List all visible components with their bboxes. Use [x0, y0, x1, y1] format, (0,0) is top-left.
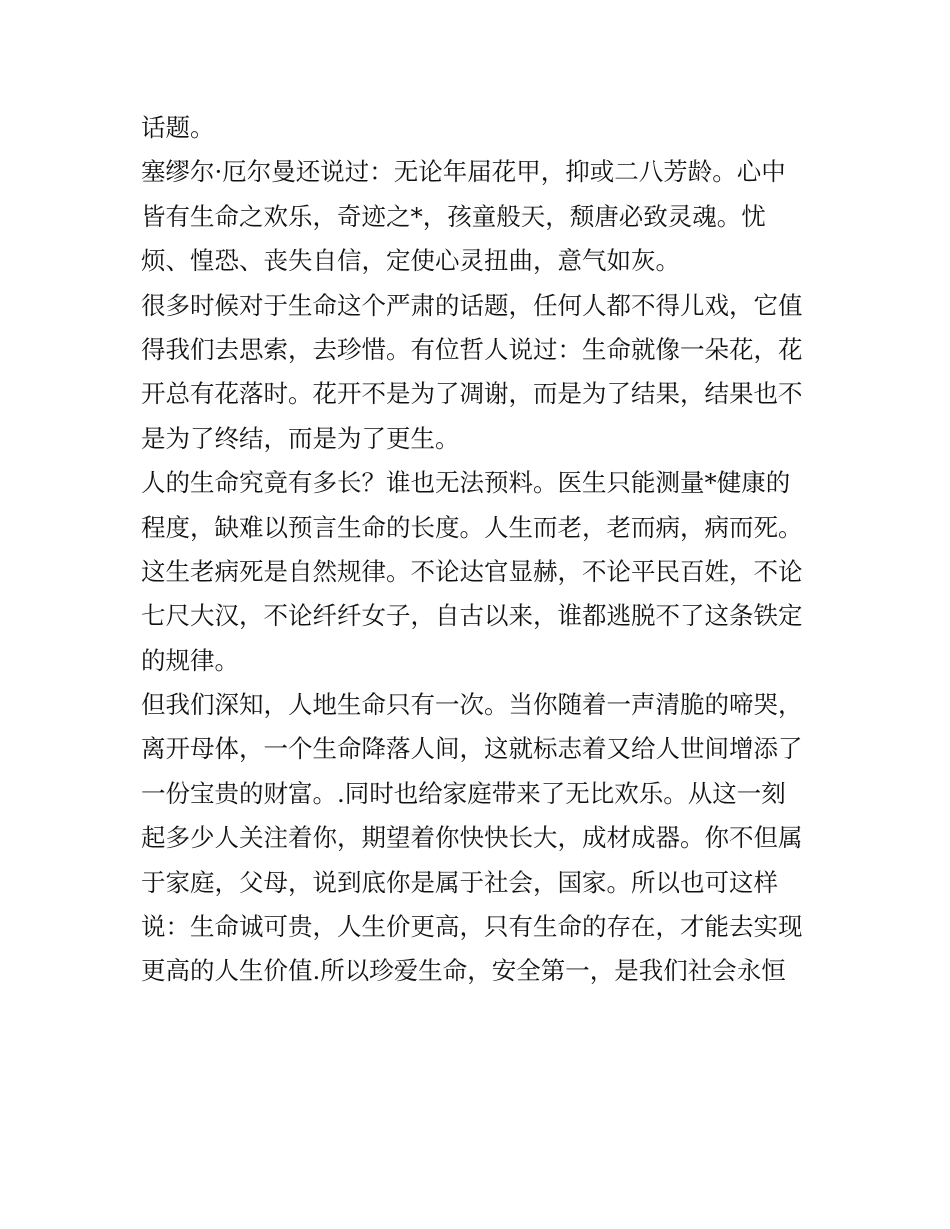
text-line: 话题。	[141, 113, 215, 142]
text-line: 烦、惶恐、丧失自信，定使心灵扭曲，意气如灰。	[141, 246, 680, 276]
text-line: 更高的人生价值.所以珍爱生命，安全第一，是我们社会永恒	[141, 956, 786, 986]
text-line: 离开母体，一个生命降落人间，这就标志着又给人世间增添了	[141, 734, 803, 764]
text-line: 皆有生命之欢乐，奇迹之*，孩童般天，颓唐必致灵魂。忧	[141, 201, 766, 231]
text-line: 一份宝贵的财富。.同时也给家庭带来了无比欢乐。从这一刻	[141, 778, 786, 808]
text-line: 的规律。	[141, 645, 239, 675]
text-line: 开总有花落时。花开不是为了凋谢，而是为了结果，结果也不	[141, 379, 803, 409]
text-line: 于家庭，父母，说到底你是属于社会，国家。所以也可这样	[141, 867, 778, 897]
text-line: 很多时候对于生命这个严肃的话题，任何人都不得儿戏，它值	[141, 290, 803, 320]
text-line: 但我们深知，人地生命只有一次。当你随着一声清脆的啼哭，	[141, 690, 803, 720]
text-line: 人的生命究竟有多长？谁也无法预料。医生只能测量*健康的	[141, 468, 791, 498]
text-line: 这生老病死是自然规律。不论达官显赫，不论平民百姓，不论	[141, 556, 803, 586]
text-line: 是为了终结，而是为了更生。	[141, 423, 460, 453]
text-line: 程度，缺难以预言生命的长度。人生而老，老而病，病而死。	[141, 512, 803, 542]
text-line: 塞缪尔·厄尔曼还说过：无论年届花甲，抑或二八芳龄。心中	[141, 157, 786, 187]
text-line: 起多少人关注着你，期望着你快快长大，成材成器。你不但属	[141, 823, 803, 853]
text-line: 说：生命诚可贵，人生价更高，只有生命的存在，才能去实现	[141, 912, 803, 942]
text-line: 七尺大汉，不论纤纤女子，自古以来，谁都逃脱不了这条铁定	[141, 601, 803, 631]
text-line: 得我们去思索，去珍惜。有位哲人说过：生命就像一朵花，花	[141, 334, 803, 364]
body-text	[141, 106, 831, 994]
